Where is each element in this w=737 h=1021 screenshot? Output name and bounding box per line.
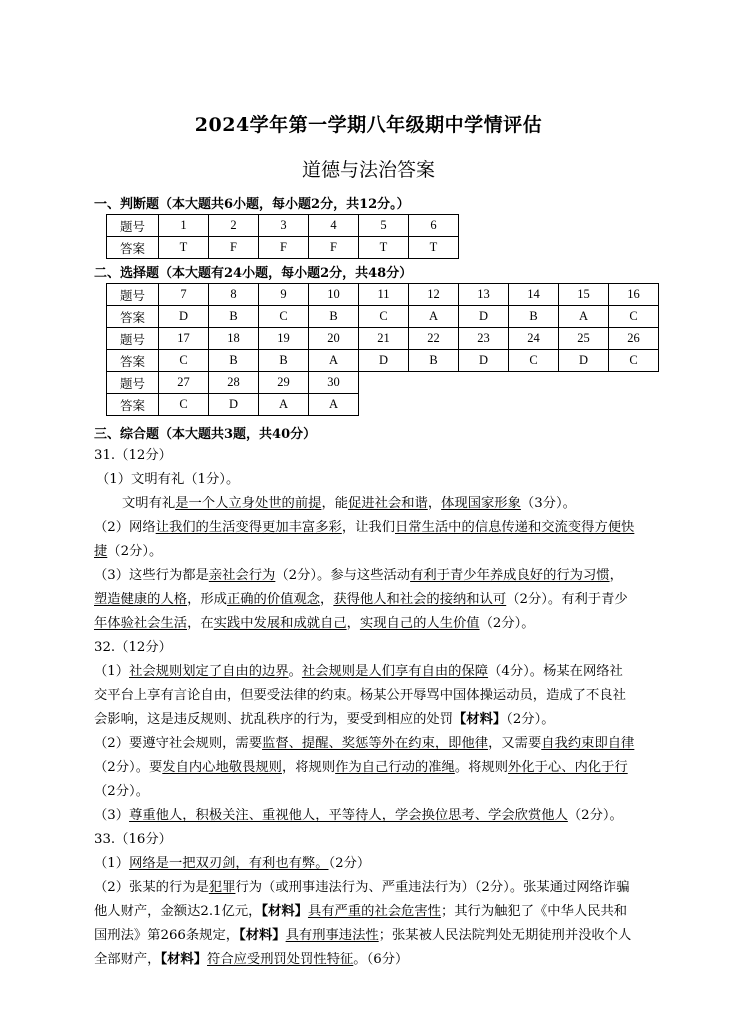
- table-cell: 16: [609, 284, 659, 306]
- row-label-question: 题号: [107, 215, 159, 237]
- section3-heading: 三、综合题（本大题共3题，共40分）: [94, 427, 317, 442]
- table-cell: 29: [259, 372, 309, 394]
- row-label-question: 题号: [107, 328, 159, 350]
- q33-part2-cont3: 全部财产，【材料】符合应受刑罚处罚性特征。（6分）: [94, 952, 409, 967]
- q31-part2-cont: 捷（2分）。: [94, 544, 163, 559]
- q32-part1-cont: 交平台上享有言论自由，但要受法律的约束。杨某公开辱骂中国体操运动员，造成了不良社: [94, 688, 626, 703]
- table-cell: 4: [309, 215, 359, 237]
- table-cell: 19: [259, 328, 309, 350]
- table-row: [107, 394, 659, 416]
- table-cell: T: [409, 237, 459, 259]
- table-cell: T: [359, 237, 409, 259]
- row-label-answer: 答案: [107, 394, 159, 416]
- table-cell: A: [309, 350, 359, 372]
- table-row: [107, 237, 459, 259]
- row-label-answer: 答案: [107, 237, 159, 259]
- table-cell: 11: [359, 284, 409, 306]
- table-cell: C: [509, 350, 559, 372]
- table-cell: A: [409, 306, 459, 328]
- table-cell: 3: [259, 215, 309, 237]
- table-cell: 2: [209, 215, 259, 237]
- q33-part1: （1）网络是一把双刃剑，有利也有弊。（2分）: [94, 856, 371, 871]
- table-cell: A: [559, 306, 609, 328]
- table-cell: 8: [209, 284, 259, 306]
- row-label-question: 题号: [107, 372, 159, 394]
- table-cell: C: [609, 306, 659, 328]
- q31-heading: 31.（12分）: [94, 448, 172, 463]
- table-cell: 13: [459, 284, 509, 306]
- table-cell: 1: [159, 215, 209, 237]
- q32-part2-cont2: （2分）。: [94, 784, 149, 799]
- q31-part3-cont: 塑造健康的人格，形成正确的价值观念，获得他人和社会的接纳和认可（2分）。有利于青少: [94, 592, 628, 607]
- table-cell: B: [209, 350, 259, 372]
- table-cell: F: [209, 237, 259, 259]
- section2-heading: 二、选择题（本大题有24小题，每小题2分，共48分）: [94, 266, 413, 281]
- q32-part3: （3）尊重他人，积极关注、重视他人，平等待人，学会换位思考、学会欣赏他人（2分）。: [94, 808, 623, 823]
- table-cell: 30: [309, 372, 359, 394]
- table-cell: 22: [409, 328, 459, 350]
- q31-part2: （2）网络让我们的生活变得更加丰富多彩，让我们日常生活中的信息传递和交流变得方便快: [94, 520, 635, 535]
- table-cell: 9: [259, 284, 309, 306]
- table-cell: 12: [409, 284, 459, 306]
- table-cell: 6: [409, 215, 459, 237]
- table-cell: 21: [359, 328, 409, 350]
- q32-part2: （2）要遵守社会规则，需要监督、提醒、奖惩等外在约束，即他律，又需要自我约束即自律: [94, 736, 635, 751]
- section1-table: [106, 214, 459, 259]
- table-row: [107, 328, 659, 350]
- table-cell: A: [309, 394, 359, 416]
- q31-part3: （3）这些行为都是亲社会行为（2分）。参与这些活动有利于青少年养成良好的行为习惯，: [94, 568, 623, 583]
- table-cell: 17: [159, 328, 209, 350]
- table-cell: T: [159, 237, 209, 259]
- table-cell: F: [309, 237, 359, 259]
- q32-part1: （1）社会规则划定了自由的边界。社会规则是人们享有自由的保障（4分）。杨某在网络社: [94, 664, 623, 679]
- table-cell: 5: [359, 215, 409, 237]
- table-cell: 14: [509, 284, 559, 306]
- q32-part2-cont: （2分）。要发自内心地敬畏规则，将规则作为自己行动的准绳。将规则外化于心、内化于行: [94, 760, 628, 775]
- table-cell: 25: [559, 328, 609, 350]
- table-cell: 18: [209, 328, 259, 350]
- table-cell: C: [359, 306, 409, 328]
- q31-part1: （1）文明有礼（1分）。: [96, 472, 240, 487]
- table-cell: 10: [309, 284, 359, 306]
- q33-part2-cont2: 国刑法》第266条规定，【材料】具有刑事违法性；张某被人民法院判处无期徒刑并没收个人: [94, 928, 632, 943]
- table-cell: 28: [209, 372, 259, 394]
- table-cell: D: [559, 350, 609, 372]
- table-cell: B: [509, 306, 559, 328]
- table-row: [107, 215, 459, 237]
- table-cell: 7: [159, 284, 209, 306]
- row-label-answer: 答案: [107, 306, 159, 328]
- table-cell: 26: [609, 328, 659, 350]
- q33-part2: （2）张某的行为是犯罪行为（或刑事违法行为、严重违法行为）（2分）。张某通过网络诈骗: [94, 880, 630, 895]
- empty-cell: [359, 372, 659, 394]
- q33-part2-cont: 他人财产，金额达2.1亿元，【材料】具有严重的社会危害性；其行为触犯了《中华人民共和: [94, 904, 628, 919]
- table-cell: D: [159, 306, 209, 328]
- q33-heading: 33.（16分）: [94, 832, 172, 847]
- table-cell: 24: [509, 328, 559, 350]
- table-cell: C: [159, 394, 209, 416]
- table-cell: D: [209, 394, 259, 416]
- table-row: [107, 306, 659, 328]
- q32-heading: 32.（12分）: [94, 640, 172, 655]
- table-row: [107, 284, 659, 306]
- table-cell: 15: [559, 284, 609, 306]
- section1-heading: 一、判断题（本大题共6小题，每小题2分，共12分。）: [94, 197, 410, 212]
- table-cell: D: [459, 350, 509, 372]
- table-cell: C: [609, 350, 659, 372]
- table-cell: C: [259, 306, 309, 328]
- table-cell: B: [209, 306, 259, 328]
- table-cell: D: [459, 306, 509, 328]
- table-cell: 23: [459, 328, 509, 350]
- table-cell: B: [309, 306, 359, 328]
- table-row: [107, 372, 659, 394]
- table-cell: B: [409, 350, 459, 372]
- table-cell: D: [359, 350, 409, 372]
- page-subtitle: 道德与法治答案: [301, 159, 435, 181]
- table-cell: B: [259, 350, 309, 372]
- table-cell: A: [259, 394, 309, 416]
- empty-cell: [359, 394, 659, 416]
- page-title: 2024学年第一学期八年级期中学情评估: [194, 114, 543, 136]
- row-label-question: 题号: [107, 284, 159, 306]
- table-cell: 27: [159, 372, 209, 394]
- table-row: [107, 350, 659, 372]
- row-label-answer: 答案: [107, 350, 159, 372]
- q32-part1-cont2: 会影响，这是违反规则、扰乱秩序的行为，要受到相应的处罚【材料】（2分）。: [94, 712, 555, 727]
- section2-table: [106, 283, 659, 416]
- q31-part3-cont2: 年体验社会生活，在实践中发展和成就自己，实现自己的人生价值（2分）。: [94, 616, 535, 631]
- table-cell: 20: [309, 328, 359, 350]
- table-cell: F: [259, 237, 309, 259]
- q31-part1-detail: 文明有礼是一个人立身处世的前提，能促进社会和谐，体现国家形象（3分）。: [122, 496, 576, 511]
- table-cell: C: [159, 350, 209, 372]
